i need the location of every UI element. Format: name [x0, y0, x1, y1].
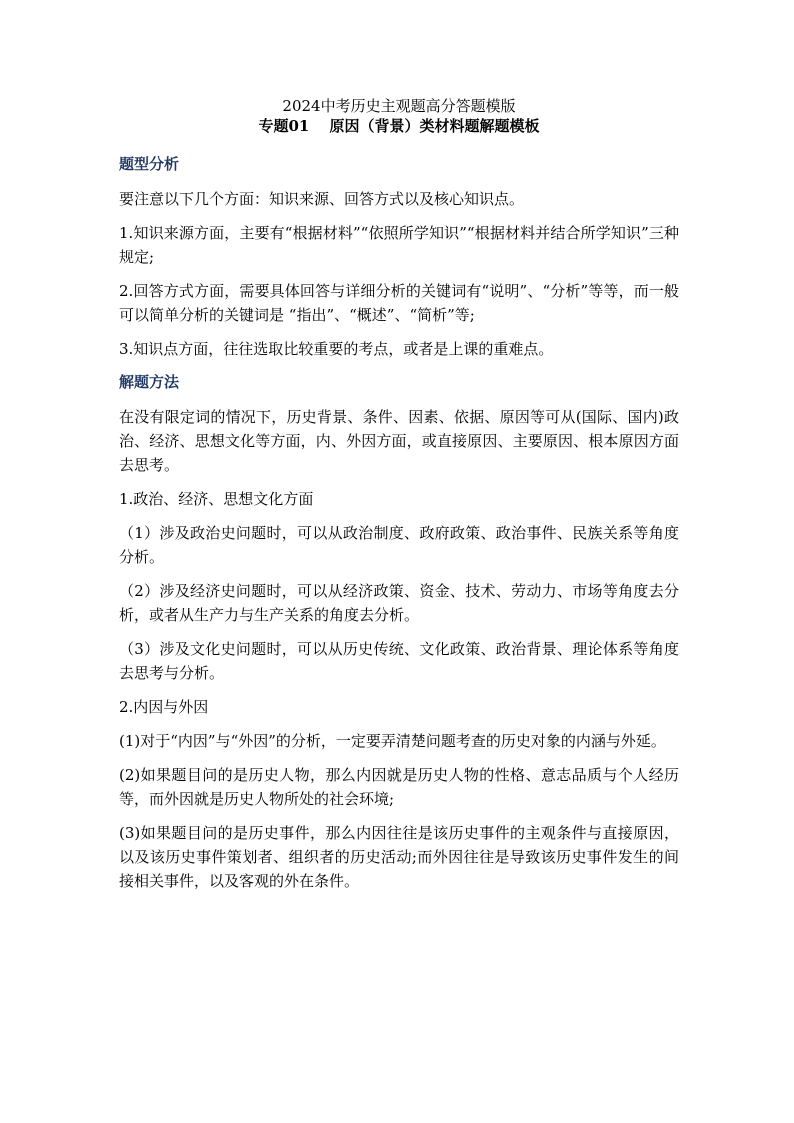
- document-subtitle: 专题01 原因（背景）类材料题解题模板: [258, 117, 540, 135]
- section-question-analysis: [119, 153, 679, 361]
- section-heading: 题型分析: [119, 155, 180, 173]
- paragraph: （1）涉及政治史问题时，可以从政治制度、政府政策、政治事件、民族关系等角度分析。: [119, 524, 679, 566]
- document-title: 2024中考历史主观题高分答题模版: [282, 97, 516, 115]
- paragraph: （3）涉及文化史问题时，可以从历史传统、文化政策、政治背景、理论体系等角度去思考与分析。: [119, 640, 679, 682]
- paragraph: 3.知识点方面，往往选取比较重要的考点，或者是上课的重难点。: [119, 340, 554, 358]
- paragraph: 1.政治、经济、思想文化方面: [119, 490, 314, 508]
- paragraph: (1)对于“内因”与“外因”的分析，一定要弄清楚问题考查的历史对象的内涵与外延。: [119, 732, 666, 750]
- paragraph: 2.内因与外因: [119, 698, 209, 716]
- document-page: [119, 96, 679, 903]
- paragraph: （2）涉及经济史问题时，可以从经济政策、资金、技术、劳动力、市场等角度去分析，或者从生产力与生产关系的角度去分析。: [119, 582, 679, 624]
- section-solving-method: [119, 371, 679, 893]
- paragraph: 在没有限定词的情况下，历史背景、条件、因素、依据、原因等可从(国际、国内)政治、经济、思想文化等方面，内、外因方面，或直接原因、主要原因、根本原因方面去思考。: [119, 408, 679, 474]
- paragraph: (2)如果题目问的是历史人物，那么内因就是历史人物的性格、意志品质与个人经历等，而外因就是历史人物所处的社会环境;: [119, 766, 679, 808]
- paragraph: 1.知识来源方面，主要有“根据材料”“依照所学知识”“根据材料并结合所学知识”三种规定;: [119, 224, 679, 266]
- paragraph: 要注意以下几个方面：知识来源、回答方式以及核心知识点。: [119, 190, 525, 208]
- section-heading: 解题方法: [119, 373, 180, 391]
- paragraph: 2.回答方式方面，需要具体回答与详细分析的关键词有“说明”、“分析”等等，而一般可以简单分析的关键词是 “指出”、“概述”、“简析”等;: [119, 282, 679, 324]
- paragraph: (3)如果题目问的是历史事件，那么内因往往是该历史事件的主观条件与直接原因，以及该历史事件策划者、组织者的历史活动;而外因往往是导致该历史事件发生的间接相关事件，以及客观的外在条件。: [119, 824, 679, 890]
